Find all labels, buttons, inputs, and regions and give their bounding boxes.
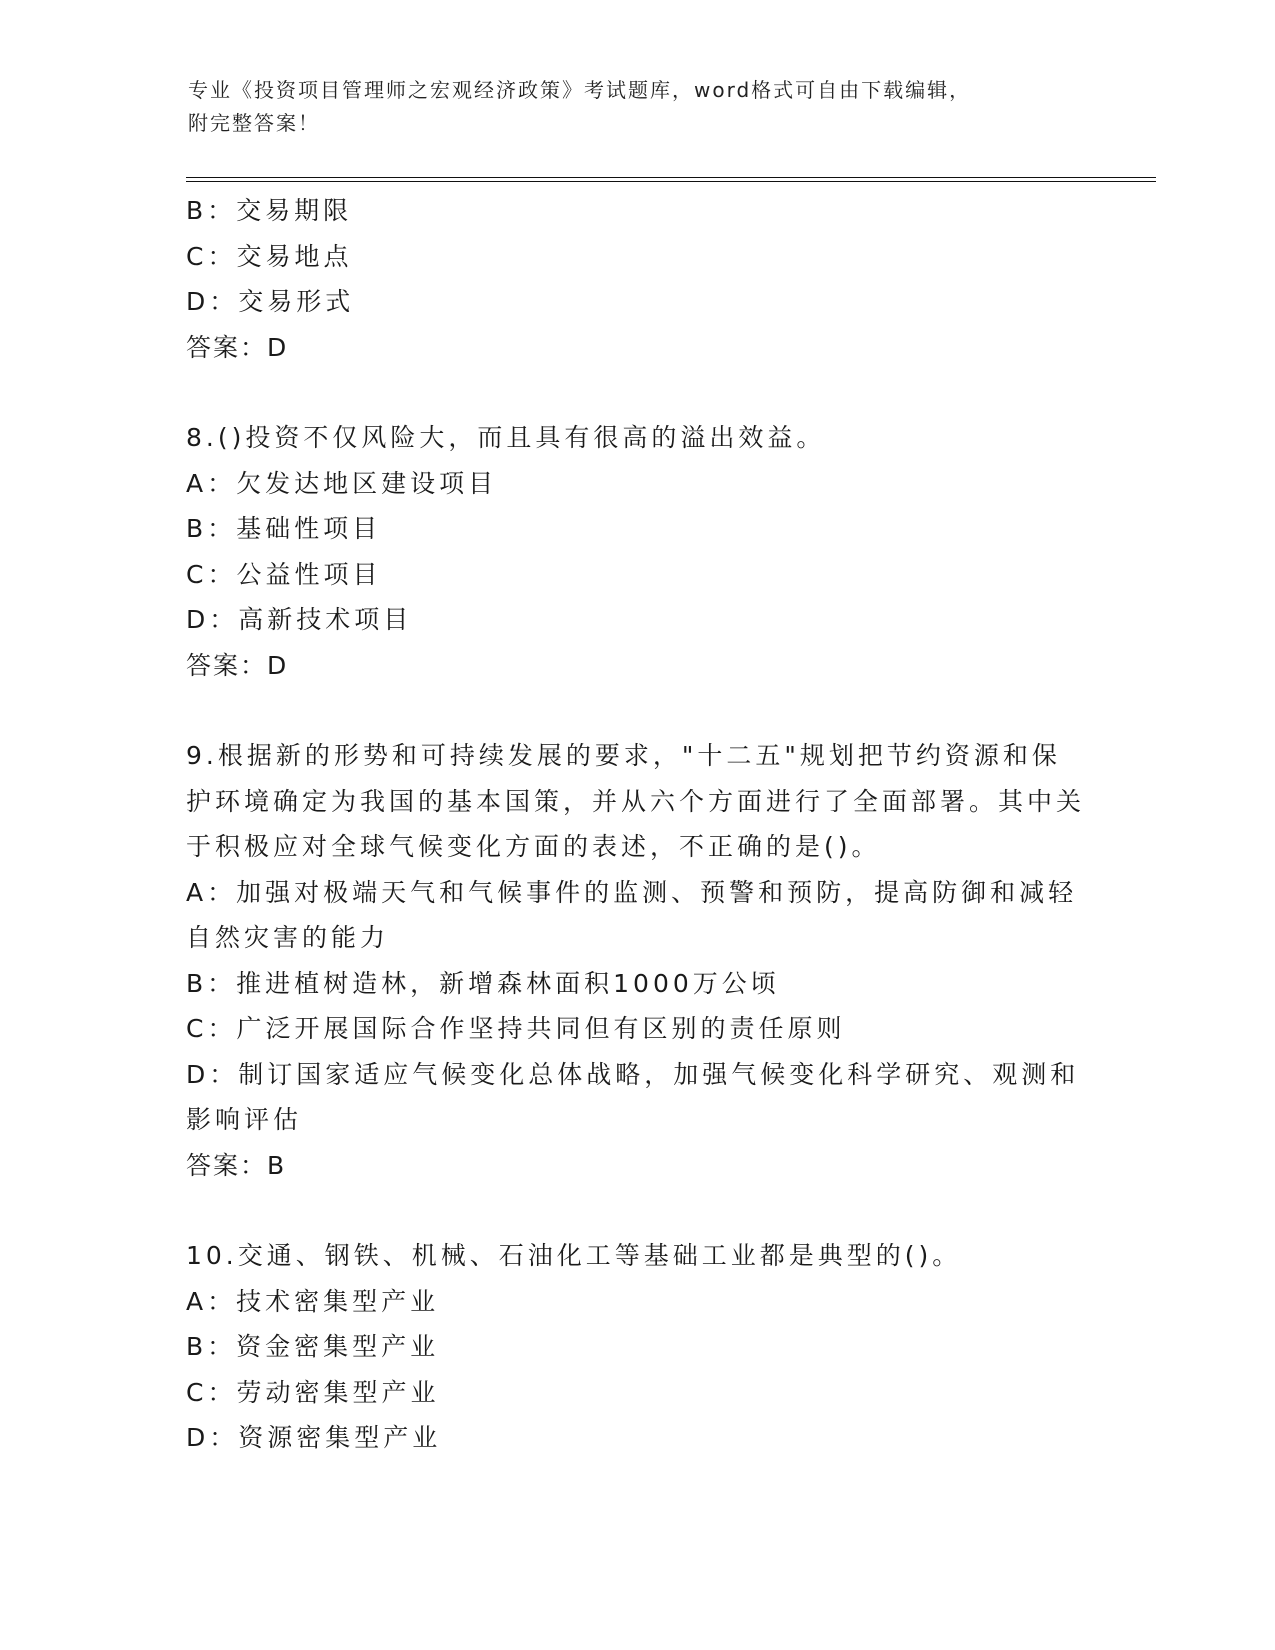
question-stem: 10.交通、钢铁、机械、石油化工等基础工业都是典型的()。 (186, 1241, 962, 1270)
question-stem: 8.()投资不仅风险大，而且具有很高的溢出效益。 (186, 423, 826, 452)
option-b: B：交易期限 (186, 196, 353, 225)
question-7-continued (186, 188, 1086, 370)
option-d: D：制订国家适应气候变化总体战略，加强气候变化科学研究、观测和影响评估 (186, 1059, 1080, 1134)
option-c: C：广泛开展国际合作坚持共同但有区别的责任原则 (186, 1014, 846, 1043)
spacer (186, 1188, 1086, 1233)
question-stem: 9.根据新的形势和可持续发展的要求，"十二五"规划把节约资源和保护环境确定为我国的基本国策，并从六个方面进行了全面部署。其中关于积极应对全球气候变化方面的表述，不正确的是()。 (186, 741, 1086, 861)
spacer (186, 688, 1086, 733)
option-d: D：交易形式 (186, 287, 355, 316)
question-8 (186, 415, 1086, 688)
question-9 (186, 733, 1086, 1188)
spacer (186, 370, 1086, 415)
question-list (186, 188, 1086, 1461)
option-a: A：欠发达地区建设项目 (186, 468, 498, 498)
option-c: C：劳动密集型产业 (186, 1377, 440, 1407)
header-divider (186, 177, 1156, 182)
answer-line: 答案：D (186, 650, 289, 680)
option-d: D：高新技术项目 (186, 605, 413, 634)
option-a: A：技术密集型产业 (186, 1286, 440, 1316)
document-header (188, 74, 1068, 140)
answer-line: 答案：B (186, 1150, 287, 1180)
option-b: B：资金密集型产业 (186, 1332, 440, 1361)
option-c: C：公益性项目 (186, 559, 382, 589)
header-line-1: 专业《投资项目管理师之宏观经济政策》考试题库，word格式可自由下载编辑， (188, 78, 972, 102)
option-c: C：交易地点 (186, 241, 353, 271)
option-d: D：资源密集型产业 (186, 1423, 442, 1452)
option-a: A：加强对极端天气和气候事件的监测、预警和预防，提高防御和减轻自然灾害的能力 (186, 877, 1078, 952)
option-b: B：基础性项目 (186, 514, 382, 543)
header-line-2: 附完整答案！ (188, 111, 320, 135)
answer-line: 答案：D (186, 332, 289, 362)
question-10 (186, 1233, 1086, 1461)
option-b: B：推进植树造林，新增森林面积1000万公顷 (186, 968, 780, 998)
